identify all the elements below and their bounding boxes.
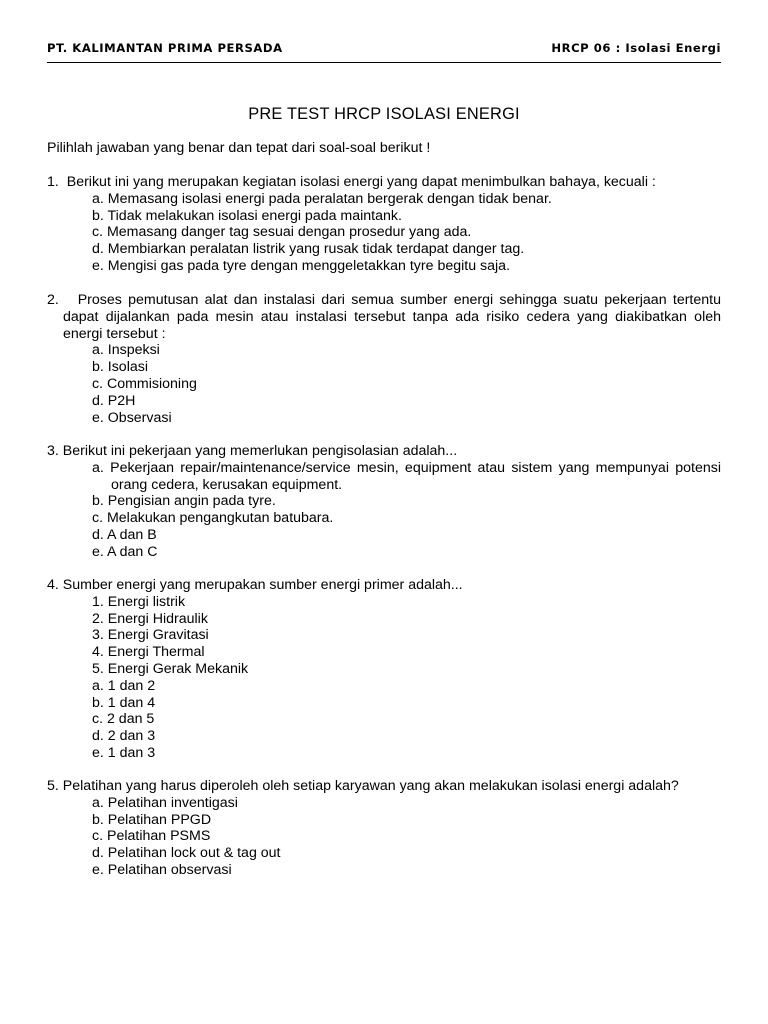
option: d. 2 dan 3 — [92, 728, 156, 745]
options-list — [47, 594, 721, 762]
question-text — [47, 443, 721, 460]
question-body: Berikut ini pekerjaan yang memerlukan pengisolasian adalah... — [62, 443, 458, 459]
option: 3. Energi Gravitasi — [92, 627, 209, 644]
option: a. Pelatihan inventigasi — [92, 794, 238, 811]
question-number: 3. — [47, 443, 59, 459]
option: a. Inspeksi — [92, 342, 160, 359]
options-list — [47, 460, 721, 561]
option: 4. Energi Thermal — [92, 644, 205, 661]
option: b. Pelatihan PPGD — [92, 811, 212, 828]
question-body: Proses pemutusan alat dan instalasi dari semua sumber energi sehingga suatu pekerjaan tertentu dapat dijalankan pada mesin atau instalasi tersebut tanpa ada risiko cedera yang diakibatkan oleh energi tersebut : — [63, 292, 721, 342]
option: c. Pelatihan PSMS — [92, 828, 211, 845]
question-text — [47, 778, 721, 795]
options-list — [47, 342, 721, 426]
option: c. Melakukan pengangkutan batubara. — [92, 510, 334, 527]
question-number: 5. — [47, 778, 59, 794]
question-body: Sumber energi yang merupakan sumber energi primer adalah... — [62, 577, 463, 593]
option: b. Pengisian angin pada tyre. — [92, 493, 276, 510]
option: a. 1 dan 2 — [92, 677, 156, 694]
option: c. Commisioning — [92, 375, 197, 392]
option: 2. Energi Hidraulik — [92, 610, 208, 627]
question-text — [47, 577, 721, 594]
company-name: PT. KALIMANTAN PRIMA PERSADA — [47, 41, 283, 55]
question-number: 2. — [47, 292, 59, 308]
option: 1. Energi listrik — [92, 593, 186, 610]
option: d. Membiarkan peralatan listrik yang rusak tidak terdapat danger tag. — [92, 241, 525, 258]
question-4 — [47, 577, 721, 762]
question-1 — [47, 174, 721, 275]
question-body: Berikut ini yang merupakan kegiatan isolasi energi yang dapat menimbulkan bahaya, kecuali : — [66, 174, 656, 190]
question-number: 1. — [47, 174, 59, 190]
option: e. A dan C — [92, 543, 158, 560]
option: b. 1 dan 4 — [92, 694, 156, 711]
options-list — [47, 795, 721, 879]
option: d. Pelatihan lock out & tag out — [92, 845, 281, 862]
option: c. Memasang danger tag sesuai dengan prosedur yang ada. — [92, 224, 472, 241]
question-3 — [47, 443, 721, 561]
question-5 — [47, 778, 721, 879]
document-reference: HRCP 06 : Isolasi Energi — [551, 41, 721, 55]
question-text — [47, 174, 721, 191]
option: e. Pelatihan observasi — [92, 861, 232, 878]
instruction-text: Pilihlah jawaban yang benar dan tepat dari soal-soal berikut ! — [47, 140, 431, 156]
page-header — [47, 41, 721, 55]
option: b. Tidak melakukan isolasi energi pada maintank. — [92, 207, 402, 224]
header-divider — [47, 62, 721, 63]
option: d. P2H — [92, 392, 136, 409]
option: e. Mengisi gas pada tyre dengan menggeletakkan tyre begitu saja. — [92, 257, 511, 274]
options-list — [47, 191, 721, 275]
question-body: Pelatihan yang harus diperoleh oleh setiap karyawan yang akan melakukan isolasi energi adalah? — [62, 778, 679, 794]
option: a. Pekerjaan repair/maintenance/service mesin, equipment atau sistem yang mempunyai potensi orang cedera, kerusakan equipment. — [92, 459, 721, 493]
option: e. 1 dan 3 — [92, 744, 156, 761]
option: 5. Energi Gerak Mekanik — [92, 660, 249, 677]
option: c. 2 dan 5 — [92, 711, 155, 728]
option: d. A dan B — [92, 526, 157, 543]
question-number: 4. — [47, 577, 59, 593]
option: b. Isolasi — [92, 359, 148, 376]
page-title: PRE TEST HRCP ISOLASI ENERGI — [248, 105, 520, 123]
option: a. Memasang isolasi energi pada peralatan bergerak dengan tidak benar. — [92, 190, 552, 207]
question-text — [47, 292, 721, 342]
option: e. Observasi — [92, 409, 172, 426]
question-2 — [47, 292, 721, 426]
